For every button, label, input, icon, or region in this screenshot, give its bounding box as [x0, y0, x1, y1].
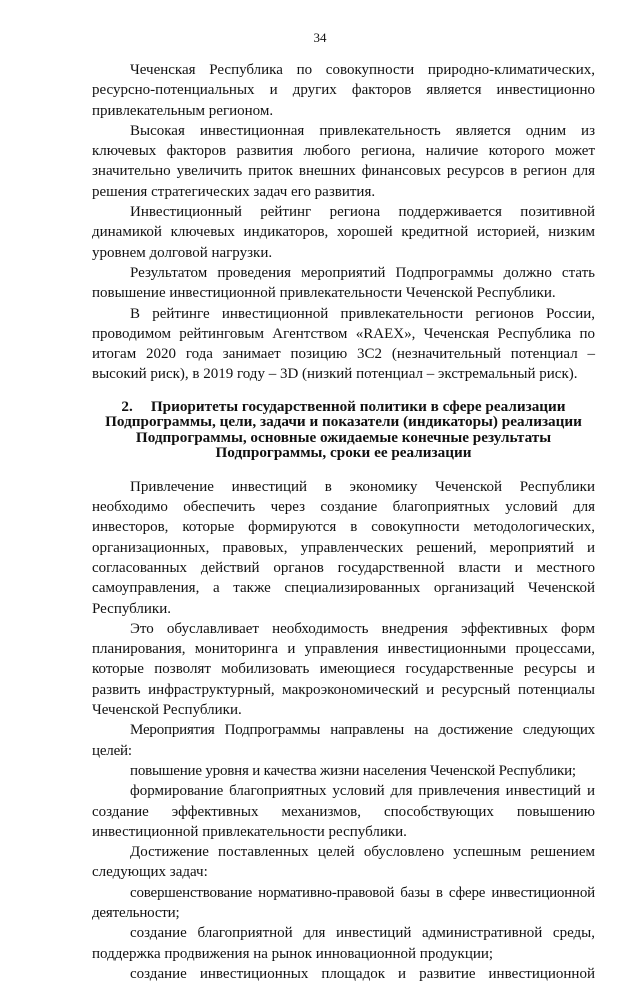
paragraph: Инвестиционный рейтинг региона поддерживается позитивной динамикой ключевых индикаторов, хорошей кредитной историей, низким уровнем долговой нагрузки. [92, 204, 595, 261]
section-number: 2. [121, 397, 133, 415]
paragraph: Чеченская Республика по совокупности природно-климатических, ресурсно-потенциальных и других факторов является инвестиционно привлекательным регионом. [92, 62, 595, 119]
paragraph: Результатом проведения мероприятий Подпрограммы должно стать повышение инвестиционной привлекательности Чеченской Республики. [92, 264, 595, 302]
paragraph: Достижение поставленных целей обусловлено успешным решением следующих задач: [92, 844, 595, 881]
list-item: повышение уровня и качества жизни населения Чеченской Республики; [130, 762, 576, 779]
paragraph: Привлечение инвестиций в экономику Чеченской Республики необходимо обеспечить через создание благоприятных условий для инвесторов, которые формируются в совокупности методологических, организационных, правовых, управленческих решений, мероприятий и согласованных действий органов государственной власти и местного самоуправления, а также специализированных организаций Чеченской Республики. [92, 478, 595, 617]
list-item: создание инвестиционных площадок и развитие инвестиционной [130, 965, 595, 982]
section-title: Приоритеты государственной политики в сфере реализации Подпрограммы, цели, задачи и показатели (индикаторы) реализации Подпрограммы, основные ожидаемые конечные результаты Подпрограммы, сроки ее реализации [105, 397, 582, 462]
page-number: 34 [313, 30, 327, 45]
section-heading [92, 399, 595, 461]
list-item: совершенствование нормативно-правовой базы в сфере инвестиционной деятельности; [92, 884, 595, 921]
list-item: создание благоприятной для инвестиций административной среды, поддержка продвижения на рынок инновационной продукции; [92, 925, 595, 962]
document-body [92, 60, 595, 984]
list-item: формирование благоприятных условий для привлечения инвестиций и создание эффективных механизмов, способствующих повышению инвестиционной привлекательности республики. [92, 783, 595, 840]
paragraph: Мероприятия Подпрограммы направлены на достижение следующих целей: [92, 722, 595, 759]
paragraph: Высокая инвестиционная привлекательность является одним из ключевых факторов развития любого региона, наличие которого может значительно увеличить приток внешних финансовых ресурсов в регион для решения стратегических задач его развития. [92, 122, 595, 200]
paragraph: Это обуславливает необходимость внедрения эффективных форм планирования, мониторинга и управления инвестиционными процессами, которые позволят мобилизовать имеющиеся государственные ресурсы и развить инфраструктурный, макроэкономический и ресурсный потенциалы Чеченской Республики. [92, 620, 595, 719]
paragraph: В рейтинге инвестиционной привлекательности регионов России, проводимом рейтинговым Агентством «RAEX», Чеченская Республика по итогам 2020 года занимает позицию 3С2 (незначительный потенциал – высокий риск), в 2019 году – 3D (низкий потенциал – экстремальный риск). [92, 305, 595, 383]
